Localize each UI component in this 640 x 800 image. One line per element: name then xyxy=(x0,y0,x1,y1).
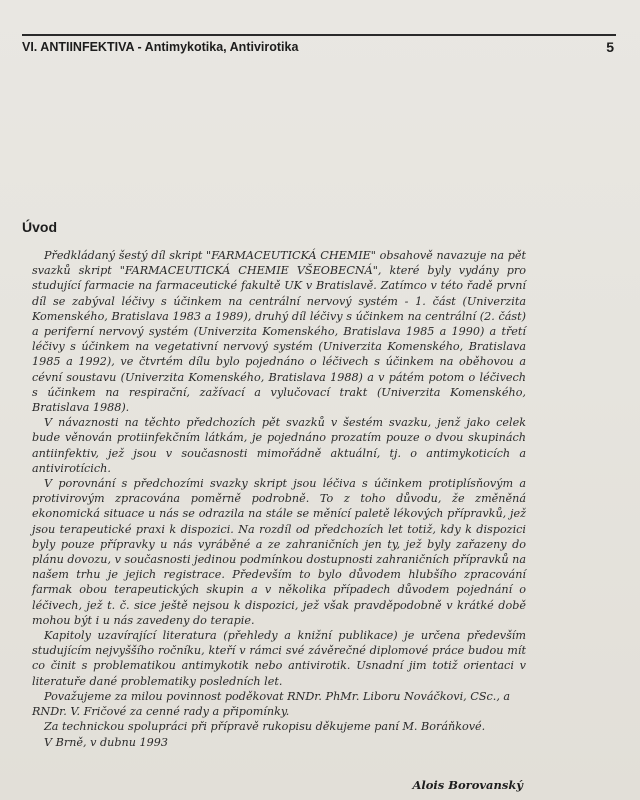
section-heading: Úvod xyxy=(22,219,57,235)
body-text xyxy=(32,248,526,750)
place-date: V Brně, v dubnu 1993 xyxy=(44,735,168,749)
paragraph-continuation: V návaznosti na těchto předchozích pět svazků v šestém svazku, jenž jako celek bude věnován protiinfekčním látkám, je pojednáno prozatím pouze o dvou skupinách antiinfektiv, jež jsou v současnosti mimořádně aktuální, tj. o antimykoticích a antivirotícich. xyxy=(32,416,526,475)
running-header-title: VI. ANTIINFEKTIVA - Antimykotika, Antivirotika xyxy=(22,40,299,54)
paragraph-thanks: Považujeme za milou povinnost poděkovat RNDr. PhMr. Liboru Nováčkovi, CSc., a RNDr. V. Fričové za cenné rady a připomínky. xyxy=(32,689,511,719)
paragraph-intro: Předkládaný šestý díl skript "FARMACEUTICKÁ CHEMIE" obsahově navazuje na pět svazků skript "FARMACEUTICKÁ CHEMIE VŠEOBECNÁ", které byly vydány pro studující farmacie na farmaceutické fakultě UK v Bratislavě. Zatímco v této řadě první díl se zabýval léčivy s účinkem na centrální nervový systém - 1. část (Univerzita Komenského, Bratislava 1983 a 1989), druhý díl léčivy s účinkem na centrální (2. část) a periferní nervový systém (Univerzita Komenského, Bratislava 1985 a 1990) a třetí léčivy s účinkem na vegetativní nervový systém (Univerzita Komenského, Bratislava 1985 a 1992), ve čtvrtém dílu bylo pojednáno o léčivech s účinkem na oběhovou a cévní soustavu (Univerzita Komenského, Bratislava 1988) a v pátém potom o léčivech s účinkem na respirační, zažívací a vylučovací trakt (Univerzita Komenského, Bratislava 1988). xyxy=(32,249,526,415)
page-number: 5 xyxy=(606,39,614,55)
author-signature: Alois Borovanský xyxy=(412,778,523,792)
paragraph-technical-thanks: Za technickou spolupráci při přípravě rukopisu děkujeme paní M. Boráňkové. xyxy=(44,720,486,734)
paragraph-comparison: V porovnání s předchozími svazky skript jsou léčiva s účinkem protiplísňovým a protivirovým zpracována poměrně podrobně. To z toho důvodu, že změněná ekonomická situace u nás se odrazila na stále se měnící paletě lékových přípravků, jež jsou terapeutické praxi k dispozici. Na rozdíl od předchozích let totiž, kdy k dispozici byly pouze přípravky u nás vyráběné a ze zahraničních jen ty, jež byly zařazeny do plánu dovozu, v současnosti jedinou podmínkou dostupnosti zahraničních přípravků na našem trhu je jejich registrace. Především to bylo důvodem hlubšího zpracování farmak obou terapeutických skupin a v několika případech důvodem pojednání o léčivech, jež t. č. sice ještě nejsou k dispozici, jež však pravděpodobně v krátké době mohou být i u nás zavedeny do terapie. xyxy=(32,477,526,627)
header-rule xyxy=(22,34,616,36)
paragraph-literature: Kapitoly uzavírající literatura (přehledy a knižní publikace) je určena především studujícím nejvyššího ročníku, kteří v rámci své závěrečné diplomové práce budou mít co činit s problematikou antimykotik nebo antivirotik. Usnadní jim totiž orientaci v literatuře dané problematiky posledních let. xyxy=(32,629,526,688)
